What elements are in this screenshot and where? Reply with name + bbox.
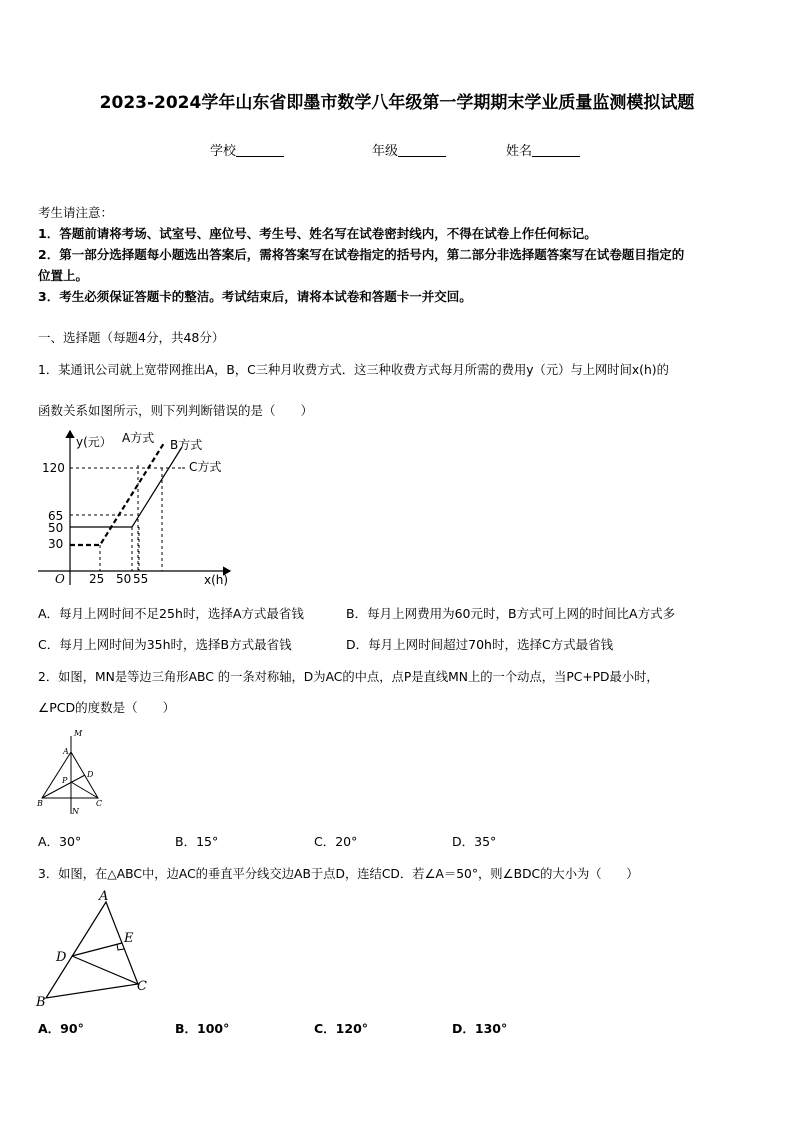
label-b: B方式 (170, 438, 203, 452)
notice-heading: 考生请注意： (38, 205, 114, 220)
q3-stem: 3．如图，在△ABC中，边AC的垂直平分线交边AB于点D，连结CD．若∠A＝50°，则∠BDC的大小为（ ） (38, 867, 639, 881)
notice-item-2-cont: 位置上。 (38, 268, 89, 283)
q1-option-d: D．每月上网时间超过70h时，选择C方式最省钱 (346, 637, 614, 652)
school-label: 学校 (210, 144, 237, 159)
q2-figure (34, 726, 108, 818)
label-a: A (63, 747, 69, 756)
label-n: N (72, 807, 79, 816)
y-tick-120: 120 (42, 461, 65, 475)
name-field (506, 140, 580, 159)
q1-option-a: A．每月上网时间不足25h时，选择A方式最省钱 (38, 606, 304, 621)
label-e: E (124, 931, 134, 946)
x-tick-55: 55 (133, 572, 149, 586)
label-b: B (36, 995, 46, 1010)
q2-option-c: C．20° (314, 834, 358, 849)
label-a: A方式 (122, 431, 155, 445)
label-p: P (62, 776, 68, 785)
label-m: M (74, 729, 83, 738)
line-a (70, 443, 164, 545)
y-axis-label: y(元） (76, 435, 112, 449)
q3-option-a: A．90° (38, 1021, 84, 1036)
label-d: D (87, 770, 94, 779)
name-blank (532, 143, 580, 157)
grade-field (372, 140, 446, 159)
q1-option-c: C．每月上网时间为35h时，选择B方式最省钱 (38, 637, 292, 652)
school-field (210, 140, 284, 159)
q2-option-a: A．30° (38, 834, 82, 849)
q3-figure (34, 886, 152, 1010)
grade-label: 年级 (372, 144, 399, 159)
label-b: B (37, 799, 43, 808)
segment-pc (71, 782, 98, 798)
q3-option-b: B．100° (175, 1021, 230, 1036)
q2-stem-line2: ∠PCD的度数是（ ） (38, 700, 176, 715)
q2-option-d: D．35° (452, 834, 497, 849)
label-a: A (99, 889, 109, 904)
name-label: 姓名 (506, 144, 533, 159)
notice-item-2: 2．第一部分选择题每小题选出答案后，需将答案写在试卷指定的括号内，第二部分非选择题答案写在试卷题目指定的 (38, 247, 685, 262)
y-tick-65: 65 (48, 509, 64, 523)
q2-stem-line1: 2．如图，MN是等边三角形ABC 的一条对称轴，D为AC的中点，点P是直线MN上的一个动点，当PC+PD最小时， (38, 670, 659, 684)
label-c: C (137, 979, 147, 994)
x-axis-label: x(h) (204, 573, 229, 587)
school-blank (236, 143, 284, 157)
q1-stem-line1: 1．某通讯公司就上宽带网推出A，B，C三种月收费方式．这三种收费方式每月所需的费用y（元）与上网时间x(h)的 (38, 363, 669, 377)
q2-option-b: B．15° (175, 834, 219, 849)
q1-chart (34, 425, 244, 597)
x-tick-25: 25 (89, 572, 105, 586)
label-d: D (56, 950, 67, 965)
notice-item-1: 1．答题前请将考场、试室号、座位号、考生号、姓名写在试卷密封线内，不得在试卷上作任何标记。 (38, 226, 597, 241)
page-title: 2023-2024学年山东省即墨市数学八年级第一学期期末学业质量监测模拟试题 (99, 93, 695, 113)
origin-label: O (55, 572, 65, 586)
q3-option-d: D．130° (452, 1021, 508, 1036)
section-heading: 一、选择题（每题4分，共48分） (38, 330, 225, 345)
q1-stem-line2: 函数关系如图所示，则下列判断错误的是（ ） (38, 403, 314, 418)
y-tick-50: 50 (48, 521, 64, 535)
y-tick-30: 30 (48, 537, 64, 551)
notice-item-3: 3．考生必须保证答题卡的整洁。考试结束后，请将本试卷和答题卡一并交回。 (38, 289, 472, 304)
grade-blank (398, 143, 446, 157)
label-c: C (96, 799, 103, 808)
q3-option-c: C．120° (314, 1021, 369, 1036)
x-tick-50: 50 (116, 572, 132, 586)
q1-option-b: B．每月上网费用为60元时，B方式可上网的时间比A方式多 (346, 606, 676, 621)
label-c: C方式 (189, 460, 222, 474)
